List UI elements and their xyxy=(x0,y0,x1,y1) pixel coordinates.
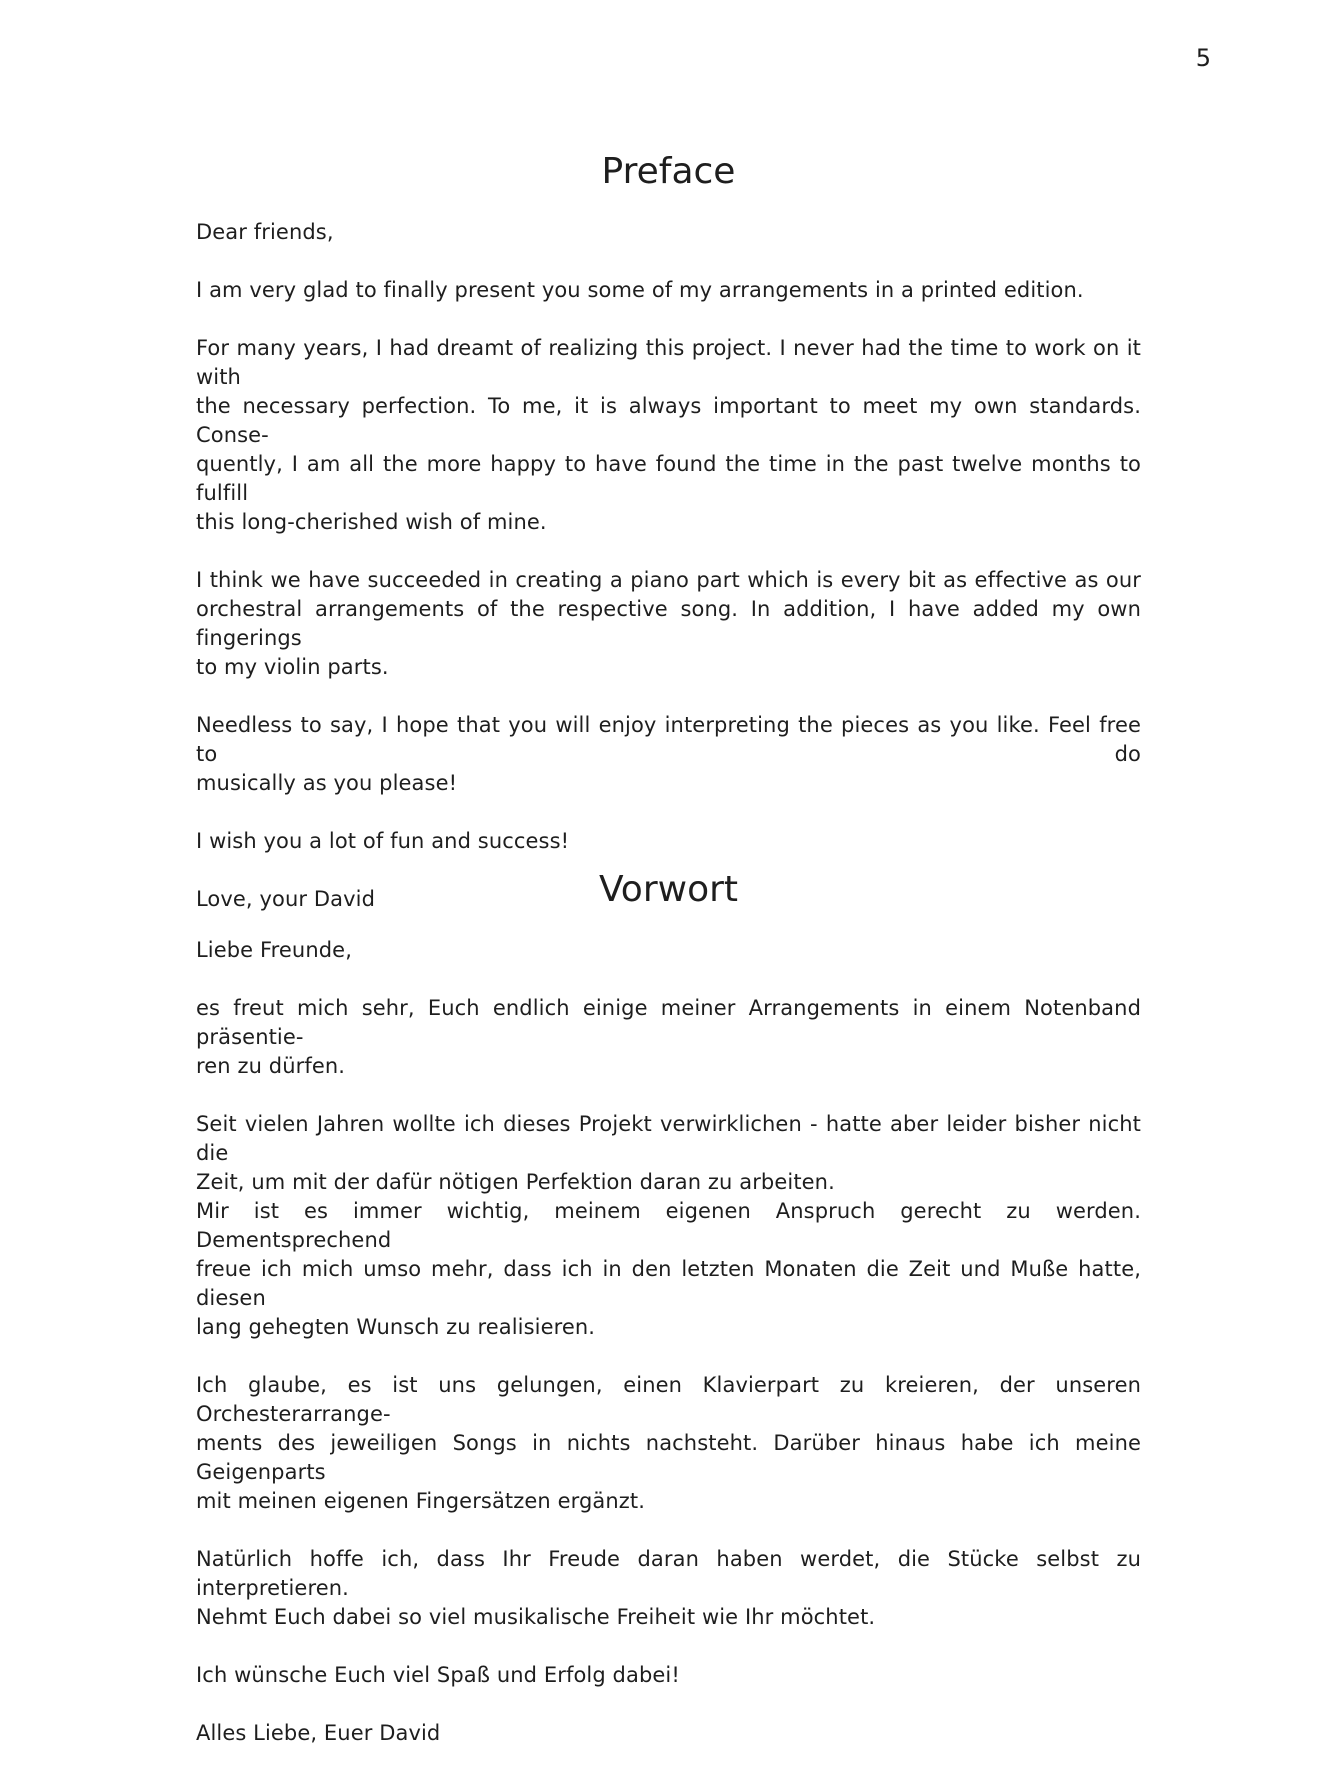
text-line: Seit vielen Jahren wollte ich dieses Projekt verwirklichen - hatte aber leider bisher nicht die xyxy=(196,1112,1141,1165)
vorwort-paragraph-5: Ich wünsche Euch viel Spaß und Erfolg dabei! xyxy=(196,1663,680,1687)
text-line: Nehmt Euch dabei so viel musikalische Freiheit wie Ihr möchtet. xyxy=(196,1605,876,1629)
preface-paragraph-5: I wish you a lot of fun and success! xyxy=(196,829,570,853)
vorwort-salutation: Liebe Freunde, xyxy=(196,938,352,962)
vorwort-paragraph-1 xyxy=(196,994,1141,1081)
text-line: freue ich mich umso mehr, dass ich in den letzten Monaten die Zeit und Muße hatte, diesen xyxy=(196,1257,1141,1310)
vorwort-closing: Alles Liebe, Euer David xyxy=(196,1721,441,1745)
preface-paragraph-1: I am very glad to finally present you some of my arrangements in a printed edition. xyxy=(196,278,1084,302)
text-line: this long-cherished wish of mine. xyxy=(196,510,547,534)
text-line: lang gehegten Wunsch zu realisieren. xyxy=(196,1315,596,1339)
text-line: es freut mich sehr, Euch endlich einige meiner Arrangements in einem Notenband präsentie- xyxy=(196,996,1141,1049)
text-line: Zeit, um mit der dafür nötigen Perfektion daran zu arbeiten. xyxy=(196,1170,835,1194)
vorwort-paragraph-2 xyxy=(196,1110,1141,1342)
vorwort-title: Vorwort xyxy=(598,869,739,910)
text-line: Needless to say, I hope that you will enjoy interpreting the pieces as you like. Feel free to do xyxy=(196,713,1141,766)
text-line: Mir ist es immer wichtig, meinem eigenen Anspruch gerecht zu werden. Dementsprechend xyxy=(196,1199,1141,1252)
text-line: ren zu dürfen. xyxy=(196,1054,346,1078)
text-line: musically as you please! xyxy=(196,771,458,795)
text-line: to my violin parts. xyxy=(196,655,389,679)
text-line: Ich glaube, es ist uns gelungen, einen Klavierpart zu kreieren, der unseren Orchesterarrange- xyxy=(196,1373,1141,1426)
vorwort-paragraph-3 xyxy=(196,1371,1141,1516)
preface-paragraph-4 xyxy=(196,711,1141,798)
vorwort-paragraph-4 xyxy=(196,1545,1141,1632)
vorwort-section xyxy=(196,866,1141,1777)
text-line: ments des jeweiligen Songs in nichts nachsteht. Darüber hinaus habe ich meine Geigenparts xyxy=(196,1431,1141,1484)
text-line: orchestral arrangements of the respective song. In addition, I have added my own fingerings xyxy=(196,597,1141,650)
text-line: quently, I am all the more happy to have found the time in the past twelve months to fulfill xyxy=(196,452,1141,505)
preface-closing: Love, your David xyxy=(196,887,376,911)
text-line: For many years, I had dreamt of realizing this project. I never had the time to work on it with xyxy=(196,336,1141,389)
preface-paragraph-2 xyxy=(196,334,1141,537)
text-line: the necessary perfection. To me, it is always important to meet my own standards. Conse- xyxy=(196,394,1141,447)
preface-section xyxy=(196,148,1141,943)
preface-salutation: Dear friends, xyxy=(196,220,334,244)
page-number: 5 xyxy=(1195,44,1211,72)
text-line: Natürlich hoffe ich, dass Ihr Freude daran haben werdet, die Stücke selbst zu interpretieren. xyxy=(196,1547,1141,1600)
preface-title: Preface xyxy=(601,151,736,192)
text-line: mit meinen eigenen Fingersätzen ergänzt. xyxy=(196,1489,646,1513)
text-line: I think we have succeeded in creating a piano part which is every bit as effective as our xyxy=(196,568,1141,592)
preface-paragraph-3 xyxy=(196,566,1141,682)
